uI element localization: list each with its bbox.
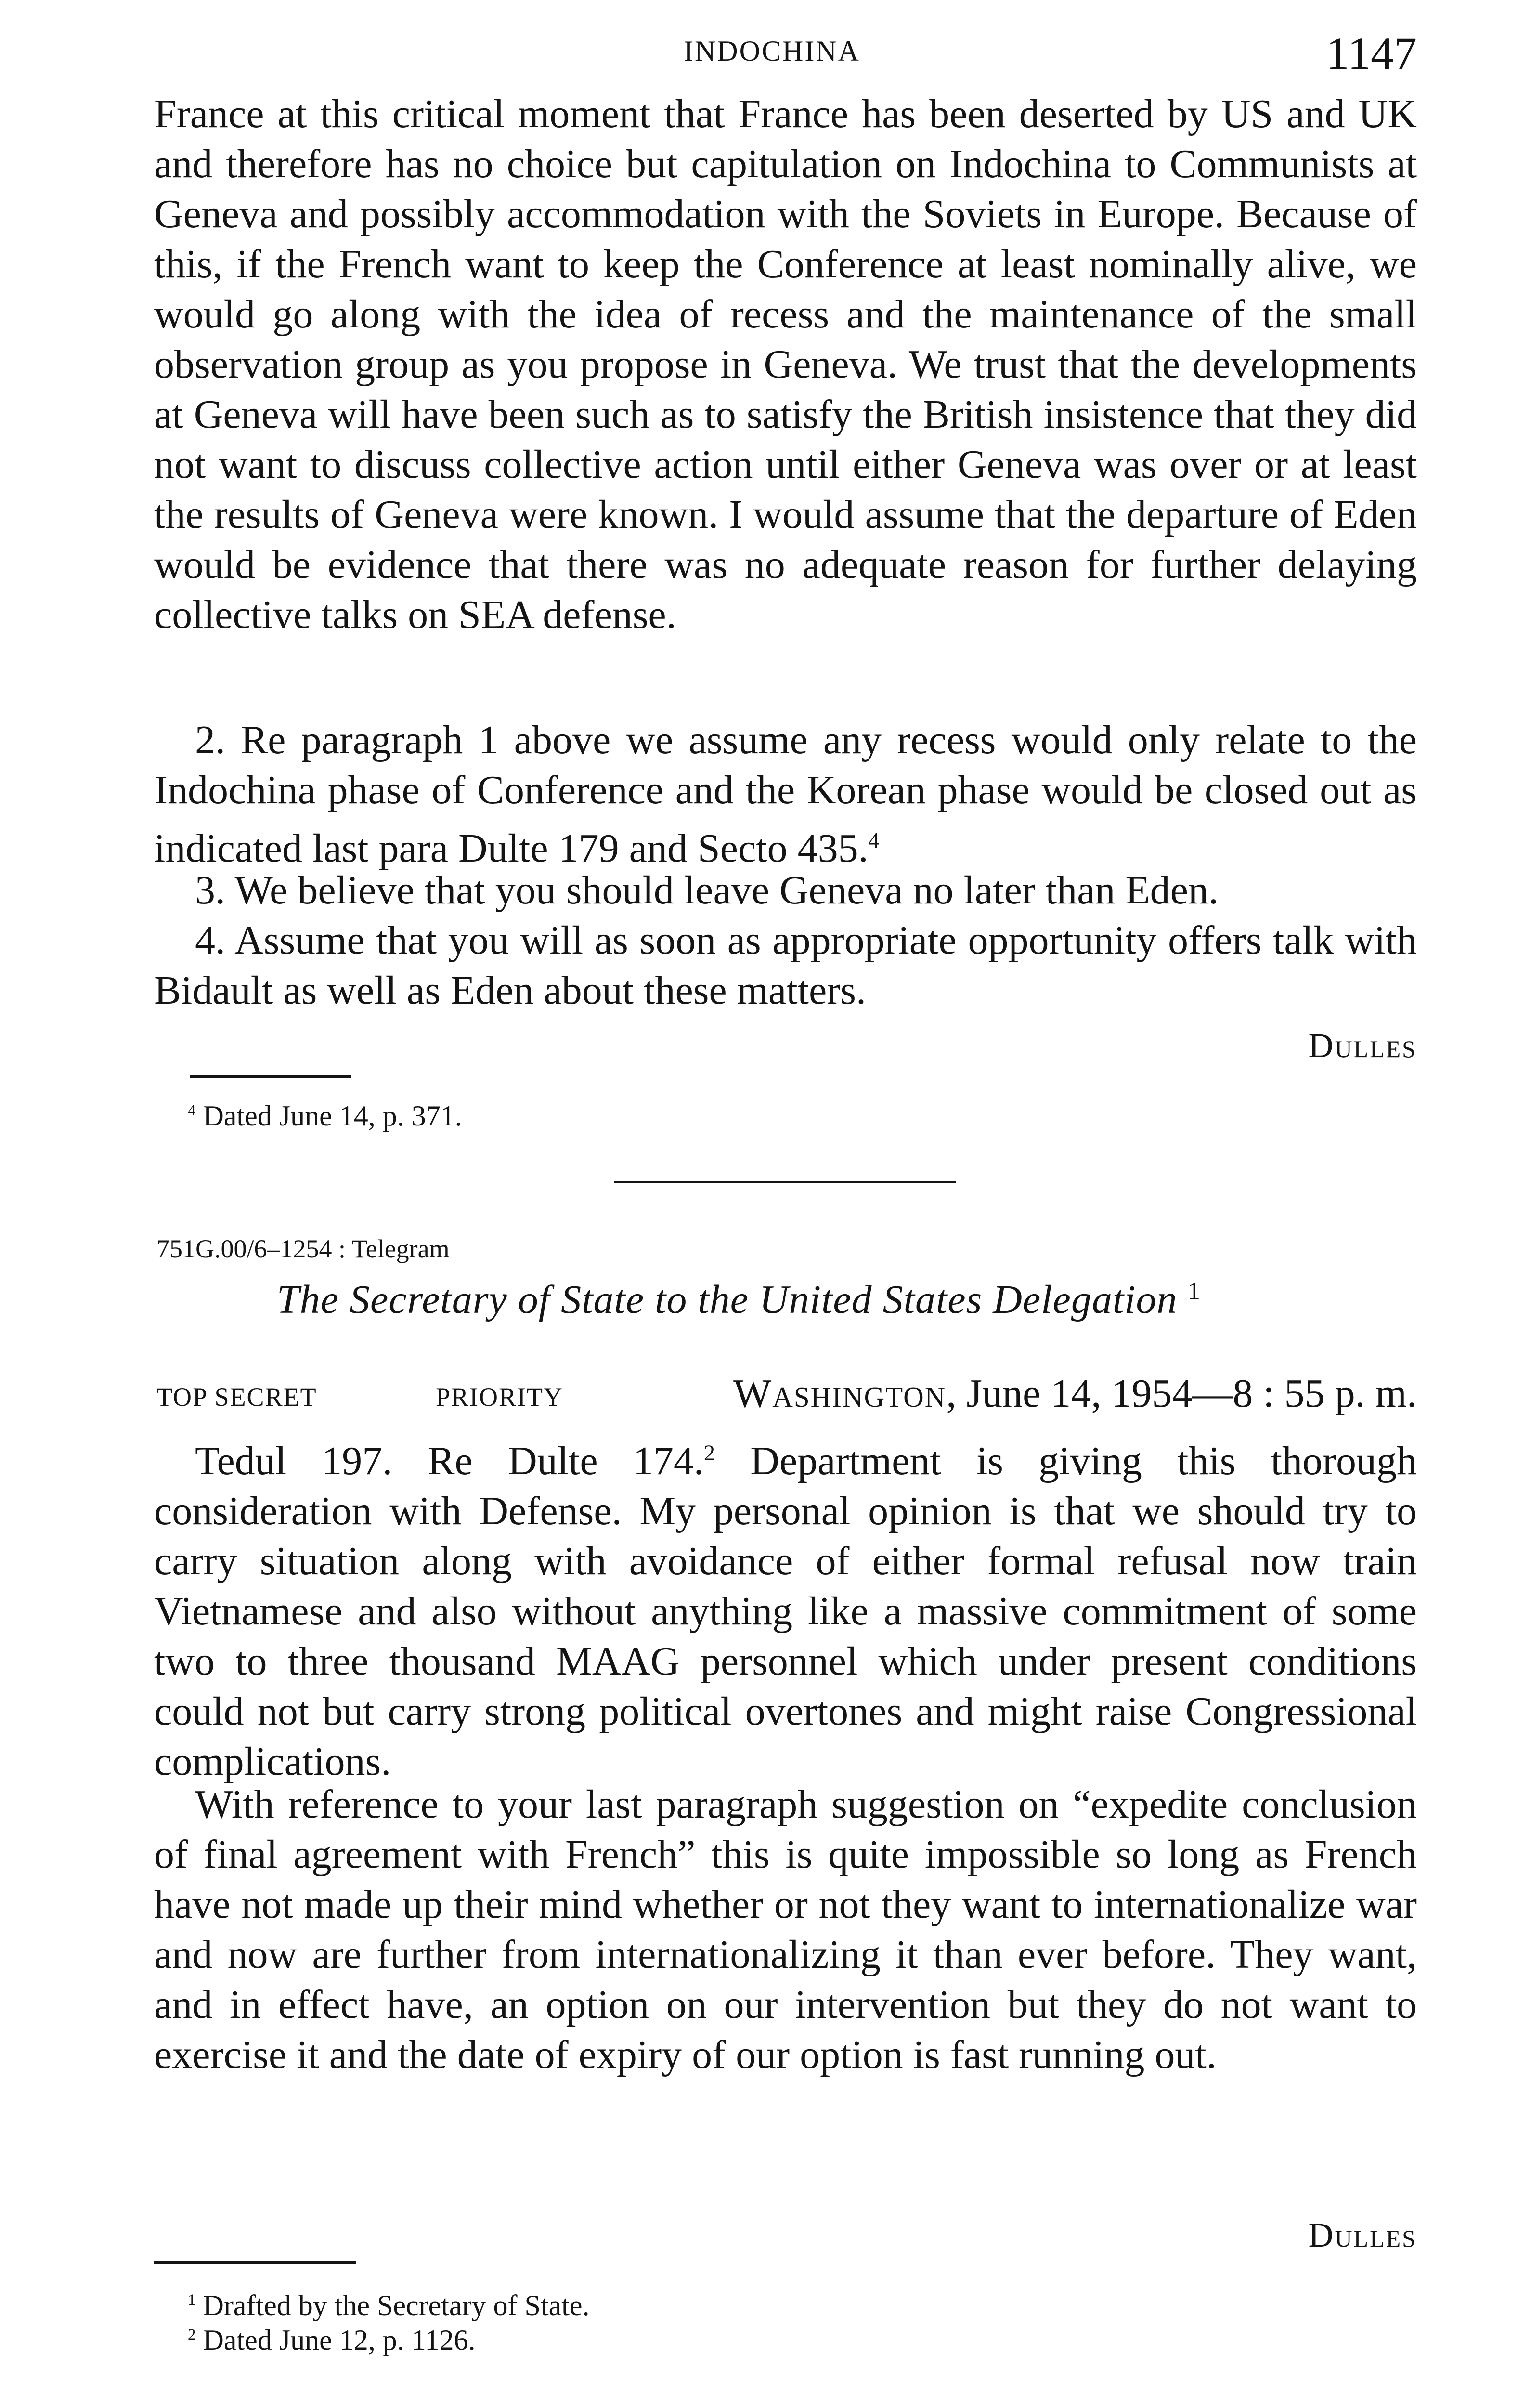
doc1-signature: Dulles <box>1308 1026 1417 1065</box>
footnote-text: Dated June 14, p. 371. <box>203 1100 462 1132</box>
doc1-paragraph-2-text: 2. Re paragraph 1 above we assume any recess would only relate to the Indochina phase of Conference and the Korean phase would be closed out as indicated last para Dulte 179 and Secto 435. <box>154 718 1417 871</box>
doc1-footnote-4 <box>188 1093 462 1133</box>
footnote-rule-2 <box>154 2261 356 2264</box>
doc2-footnote-2 <box>188 2317 476 2357</box>
doc2-signature: Dulles <box>1308 2216 1417 2254</box>
footnote-ref-2: 2 <box>703 1440 715 1465</box>
doc1-paragraph-4: 4. Assume that you will as soon as appropriate opportunity offers talk with Bidault as well as Eden about these matters. <box>154 918 1417 1013</box>
footnote-ref-4: 4 <box>868 828 880 852</box>
file-reference: 751G.00/6–1254 : Telegram <box>156 1234 450 1263</box>
doc1-paragraph-2 <box>154 715 1417 874</box>
footnote-mark: 2 <box>188 2326 196 2343</box>
doc1-paragraph-3: 3. We believe that you should leave Geneva no later than Eden. <box>195 868 1219 913</box>
doc1-paragraph-1: France at this critical moment that France has been deserted by US and UK and therefore has no choice but capitulation on Indochina to Communists at Geneva and possibly accommodation with the Soviets in Europe. Because of this, if the French want to keep the Conference at least nominally alive, we would go along with the idea of recess and the maintenance of the small observation group as you propose in Geneva. We trust that the developments at Geneva will have been such as to satisfy the British insistence that they did not want to discuss collective action until either Geneva was over or at least the results of Geneva were known. I would assume that the departure of Eden would be evidence that there was no adequate reason for further delaying collective talks on SEA defense. <box>154 92 1417 637</box>
dateline <box>733 1370 1417 1417</box>
dateline-place: Washington <box>733 1371 947 1416</box>
document-title <box>277 1276 1201 1323</box>
footnote-rule <box>190 1075 351 1078</box>
document-separator-rule <box>614 1181 956 1183</box>
doc2-paragraph-2: With reference to your last paragraph suggestion on “expedite conclusion of final agreement with French” this is quite impossible so long as French have not made up their mind whether or not they want to internationalize war and now are further from internationalizing it than ever before. They want, and in effect have, an option on our intervention but they do not want to exercise it and the date of expiry of our option is fast running out. <box>154 1782 1417 2077</box>
title-footnote-ref: 1 <box>1188 1277 1201 1304</box>
doc2-paragraph-1 <box>154 1428 1417 1787</box>
footnote-mark: 4 <box>188 1102 196 1119</box>
doc2-footnote-1 <box>188 2283 590 2323</box>
doc2-paragraph-1-text: Department is giving this thorough consideration with Defense. My personal opinion is that we should try to carry situation along with avoidance of either formal refusal now train Vietnamese and also without anything like a massive commitment of some two to three thousand MAAG personnel which under present conditions could not but carry strong political overtones and might raise Congressional complications. <box>154 1439 1417 1784</box>
footnote-text: Drafted by the Secretary of State. <box>203 2290 590 2321</box>
page-number: 1147 <box>1326 27 1417 79</box>
footnote-text: Dated June 12, p. 1126. <box>203 2324 476 2356</box>
doc2-paragraph-1-lead: Tedul 197. Re Dulte 174. <box>195 1439 704 1483</box>
dateline-date: , June 14, 1954—8 : 55 p. m. <box>946 1371 1417 1416</box>
document-title-text: The Secretary of State to the United States Delegation <box>277 1277 1178 1322</box>
footnote-mark: 1 <box>188 2291 196 2309</box>
running-header-title: INDOCHINA <box>684 35 860 67</box>
classification-priority: PRIORITY <box>436 1383 564 1412</box>
classification-top-secret: TOP SECRET <box>156 1383 317 1412</box>
